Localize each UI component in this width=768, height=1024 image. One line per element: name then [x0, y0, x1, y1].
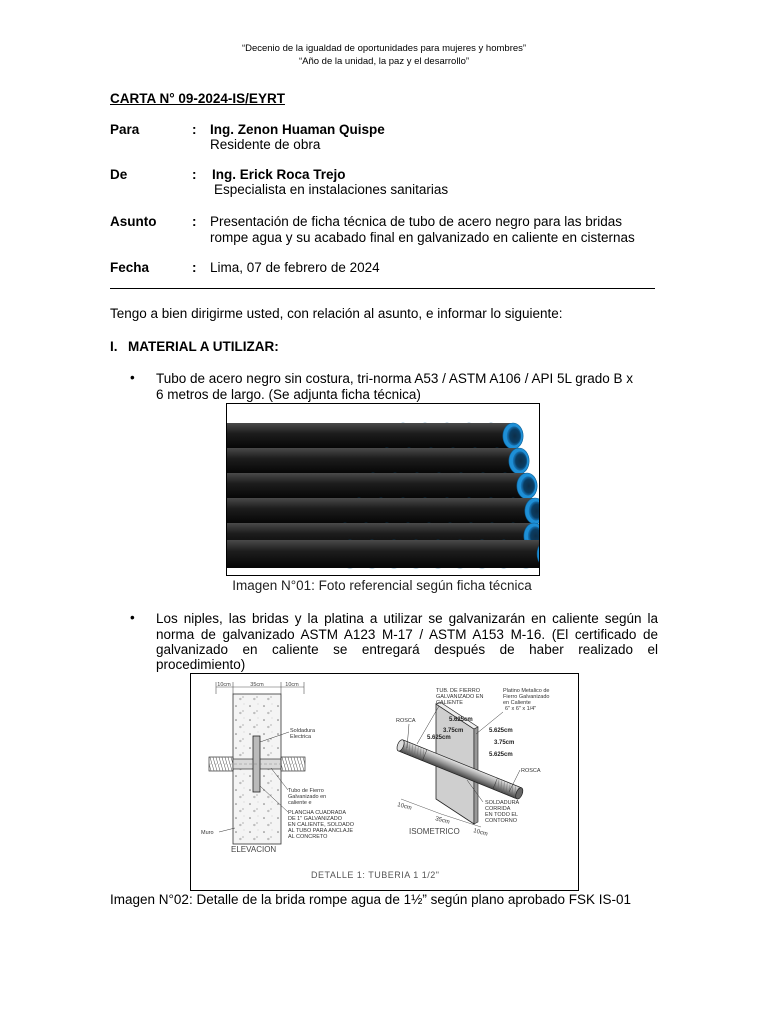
iso-dim-10cm-b: 10cm — [472, 828, 489, 838]
label-soldadura: Soldadura — [290, 728, 316, 734]
pipe-body — [227, 423, 513, 449]
label-platino-4: 6" x 6" x 1/4" — [505, 706, 537, 712]
de-label: De — [110, 167, 128, 182]
pipe-body — [227, 448, 519, 474]
asunto-colon: : — [192, 214, 197, 229]
dim-375-a: 3.75cm — [443, 728, 464, 734]
label-platino-1: Platino Metalico de — [503, 688, 550, 694]
caption-2: Imagen N°02: Detalle de la brida rompe agua de 1½” según plano aprobado FSK IS-01 — [110, 892, 631, 907]
elevation-view — [201, 682, 355, 854]
label-isometrico: ISOMETRICO — [409, 827, 460, 836]
para-colon: : — [192, 122, 197, 137]
bullet-2-line1: Los niples, las bridas y la platina a utilizar se galvanizarán en caliente según la — [156, 611, 658, 626]
label-sold-4: CONTORNO — [485, 818, 517, 824]
label-plancha-5: AL CONCRETO — [288, 834, 328, 840]
isometric-view — [396, 688, 550, 838]
section-title: MATERIAL A UTILIZAR: — [128, 339, 279, 354]
pipe-bore — [521, 476, 535, 495]
label-tubo-2: Galvanizado en — [288, 794, 327, 800]
label-rosca-right: ROSCA — [521, 768, 541, 774]
fecha-value: Lima, 07 de febrero de 2024 — [210, 260, 380, 275]
pipe-bore — [513, 451, 527, 470]
pipes-group — [227, 423, 539, 568]
pipes-photo — [226, 403, 540, 576]
bullet-1-line1: Tubo de acero negro sin costura, tri-norma A53 / ASTM A106 / API 5L grado B x — [156, 371, 634, 386]
caption-1: Imagen N°01: Foto referencial según ficha técnica — [232, 578, 532, 593]
intro-text: Tengo a bien dirigirme usted, con relación al asunto, e informar lo siguiente: — [110, 306, 563, 321]
para-name: Ing. Zenon Huaman Quispe — [210, 122, 385, 137]
dim-5625-d: 5.625cm — [489, 752, 513, 758]
label-tub-3: CALIENTE — [436, 700, 463, 706]
fecha-colon: : — [192, 260, 197, 275]
dim-10cm-right: 10cm — [285, 682, 299, 688]
bullet-2-marker: • — [130, 610, 135, 625]
label-platino-2: Fierro Galvanizado — [503, 694, 550, 700]
dim-5625-c: 5.625cm — [489, 728, 513, 734]
label-platino-3: en Caliente — [503, 700, 531, 706]
asunto-label: Asunto — [110, 214, 157, 229]
bullet-1-line2: 6 metros de largo. (Se adjunta ficha técnica) — [156, 387, 421, 402]
label-sold-2: CORRIDA — [485, 806, 511, 812]
label-rosca-left: ROSCA — [396, 718, 416, 724]
pipe-body — [227, 540, 539, 568]
letter-title: CARTA N° 09-2024-IS/EYRT — [110, 91, 285, 106]
bullet-2-line2: norma de galvanizado ASTM A123 M-17 / ASTM A153 M-16. (El certificado de — [156, 627, 658, 642]
label-plancha-1: PLANCHA CUADRADA — [288, 810, 347, 816]
dim-5625-a: 5.625cm — [449, 717, 473, 723]
header-year: “Año de la unidad, la paz y el desarrollo” — [298, 56, 470, 67]
pipe-bore — [507, 426, 521, 445]
header-divider — [110, 288, 655, 289]
label-plancha-4: AL TUBO PARA ANCLAJE — [288, 828, 354, 834]
flange-detail-drawing — [190, 673, 579, 891]
label-plancha-2: DE 1" GALVANIZADO — [288, 816, 343, 822]
dim-375-b: 3.75cm — [494, 740, 515, 746]
bullet-2-line3: galvanizado en caliente se entregará después de haber realizado el — [156, 642, 658, 657]
pipes-photo-svg — [227, 404, 539, 575]
label-detalle: DETALLE 1: TUBERIA 1 1/2" — [311, 870, 440, 880]
dim-5625-b: 5.625cm — [427, 735, 451, 741]
para-role: Residente de obra — [210, 137, 321, 152]
label-plancha-3: EN CALIENTE, SOLDADO — [288, 822, 355, 828]
label-electrica: Electrica — [290, 734, 312, 740]
bullet-2-line4: procedimiento) — [156, 657, 246, 672]
de-role: Especialista en instalaciones sanitarias — [214, 182, 449, 197]
iso-dim-35cm: 35cm — [434, 816, 451, 826]
de-name: Ing. Erick Roca Trejo — [212, 167, 346, 182]
label-tubo-3: caliente e — [288, 800, 312, 806]
header-decade: “Decenio de la igualdad de oportunidades para mujeres y hombres” — [241, 43, 527, 54]
label-tub-1: TUB. DE FIERRO — [436, 688, 481, 694]
dim-35cm: 35cm — [250, 682, 264, 688]
dim-10cm-left: 10cm — [217, 682, 231, 688]
label-sold-3: EN TODO EL — [485, 812, 519, 818]
label-tubo-1: Tubo de Fierro — [288, 788, 324, 794]
section-number: I. — [110, 339, 118, 354]
bullet-1-marker: • — [130, 370, 135, 385]
flange-detail-svg — [191, 674, 578, 890]
de-colon: : — [192, 167, 197, 182]
label-tub-2: GALVANIZADO EN — [436, 694, 484, 700]
pipe-body — [227, 473, 527, 499]
iso-dim-10cm-a: 10cm — [396, 802, 413, 812]
fecha-label: Fecha — [110, 260, 150, 275]
pipe-body — [227, 498, 535, 524]
label-elevacion: ELEVACION — [231, 845, 277, 854]
asunto-line1: Presentación de ficha técnica de tubo de acero negro para las bridas — [210, 214, 623, 229]
label-muro: Muro — [201, 830, 214, 836]
label-sold-1: SOLDADURA — [485, 800, 520, 806]
para-label: Para — [110, 122, 140, 137]
asunto-line2: rompe agua y su acabado final en galvanizado en caliente en cisternas — [210, 230, 635, 245]
